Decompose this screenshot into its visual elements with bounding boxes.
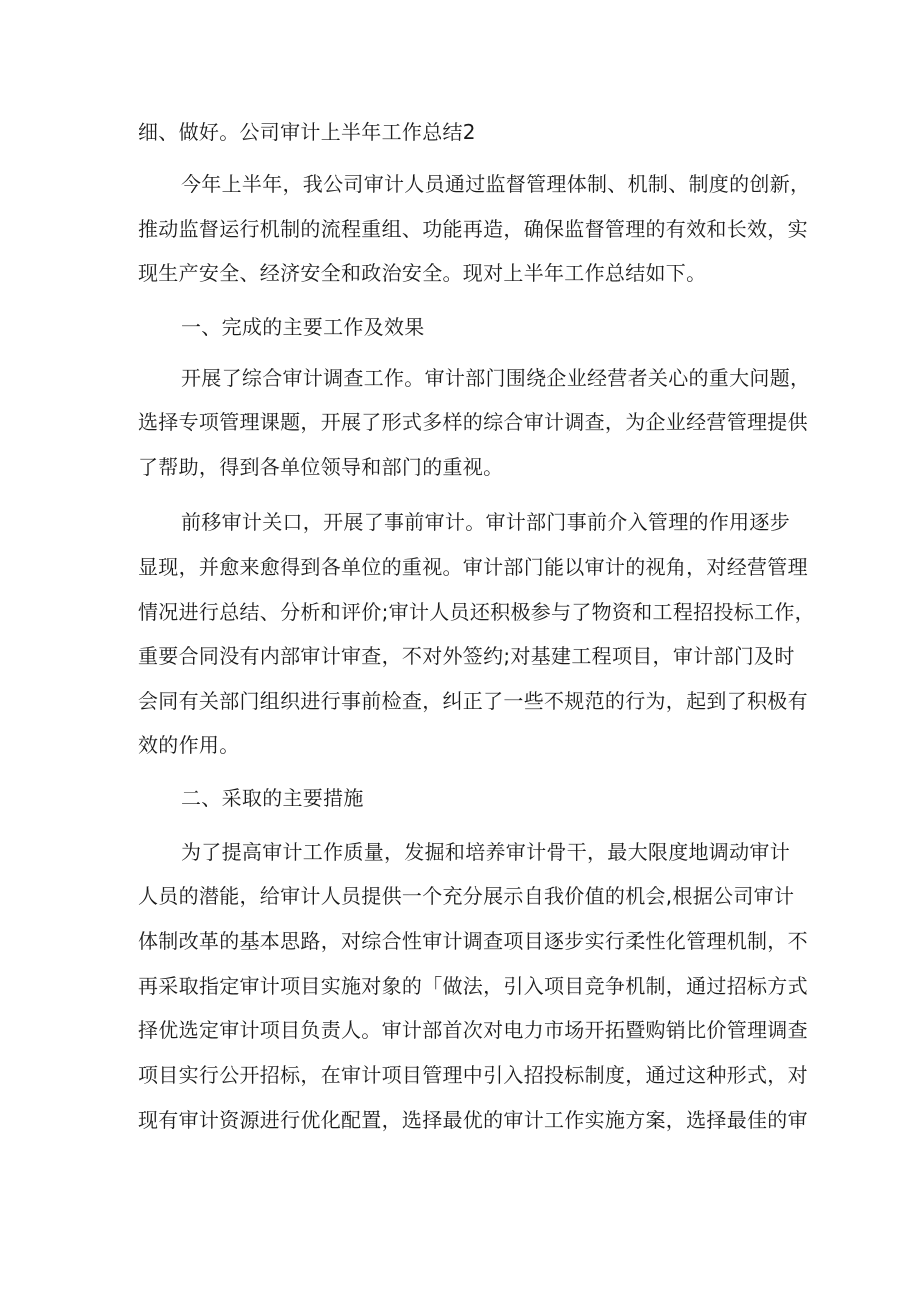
paragraph-line: 开展了综合审计调查工作。审计部门围绕企业经营者关心的重大问题， [181,366,811,390]
section-heading: 一、完成的主要工作及效果 [181,315,425,339]
paragraph-line: 现有审计资源进行优化配置，选择最优的审计工作实施方案，选择最佳的审 [138,1108,808,1132]
paragraph-line: 体制改革的基本思路，对综合性审计调查项目逐步实行柔性化管理机制，不 [138,929,808,953]
paragraph-line: 效的作用。 [138,733,240,757]
text-line: 细、做好。公司审计上半年工作总结2 [138,120,476,144]
paragraph-line: 人员的潜能，给审计人员提供一个充分展示自我价值的机会,根据公司审计 [138,884,795,908]
paragraph-line: 重要合同没有内部审计审查，不对外签约;对基建工程项目，审计部门及时 [138,644,795,668]
paragraph-intro-line: 推动监督运行机制的流程重组、功能再造，确保监督管理的有效和长效，实 [138,217,808,241]
paragraph-line: 显现，并愈来愈得到各单位的重视。审计部门能以审计的视角，对经营管理 [138,555,808,579]
paragraph-line: 再采取指定审计项目实施对象的「做法，引入项目竞争机制，通过招标方式 [138,974,808,998]
paragraph-line: 为了提高审计工作质量，发掘和培养审计骨干，最大限度地调动审计 [181,840,790,864]
paragraph-intro-line: 今年上半年，我公司审计人员通过监督管理体制、机制、制度的创新， [181,172,811,196]
paragraph-line: 了帮助，得到各单位领导和部门的重视。 [138,455,504,479]
paragraph-line: 择优选定审计项目负责人。审计部首次对电力市场开拓暨购销比价管理调查 [138,1018,808,1042]
paragraph-line: 选择专项管理课题，开展了形式多样的综合审计调查，为企业经营管理提供 [138,410,808,434]
paragraph-intro-line: 现生产安全、经济安全和政治安全。现对上半年工作总结如下。 [138,261,707,285]
section-heading: 二、采取的主要措施 [181,786,364,810]
paragraph-line: 情况进行总结、分析和评价;审计人员还积极参与了物资和工程招投标工作， [138,600,815,624]
paragraph-line: 前移审计关口，开展了事前审计。审计部门事前介入管理的作用逐步 [181,510,790,534]
paragraph-line: 项目实行公开招标，在审计项目管理中引入招投标制度，通过这种形式，对 [138,1063,808,1087]
paragraph-line: 会同有关部门组织进行事前检查，纠正了一些不规范的行为，起到了积极有 [138,689,808,713]
